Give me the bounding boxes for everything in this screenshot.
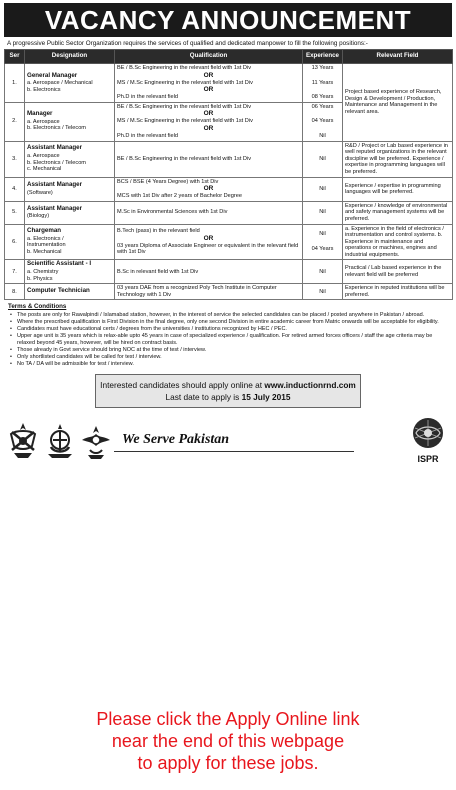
designation-title: Computer Technician: [27, 287, 90, 295]
or-separator: OR: [203, 185, 214, 193]
table-row: [5, 260, 453, 284]
qualification-line: Ph.D in the relevant field: [117, 132, 178, 139]
column-header: Experience: [303, 50, 343, 64]
ser-cell: [5, 177, 25, 201]
designation-discipline: b. Electronics / Telecom: [27, 125, 86, 132]
qualification-line: 03 years DAE from a recognized Poly Tech Institute in Computer Technology with 1 Div: [117, 285, 277, 298]
ser-cell: [5, 102, 25, 141]
ser-cell: [5, 141, 25, 177]
ser-cell: [5, 224, 25, 260]
experience-cell: [303, 64, 343, 103]
relevant-field-text: Experience / knowledge of environmental and safety management systems will be preferred.: [345, 202, 448, 222]
navy-emblem-icon: [44, 420, 76, 460]
experience-value: Nil: [319, 231, 326, 238]
designation-cell: [25, 284, 115, 300]
relevant-field-cell: [343, 224, 453, 260]
deadline-prefix: Last date to apply is: [165, 392, 240, 403]
designation-title: Assistant Manager: [27, 204, 83, 212]
qualification-line: MCS with 1st Div after 2 years of Bachelor Degree: [117, 193, 242, 200]
apply-deadline-line: [165, 391, 290, 403]
designation-discipline: Instrumentation: [27, 242, 66, 249]
designation-title: Assistant Manager: [27, 144, 83, 152]
column-header: Relevant Field: [343, 50, 453, 64]
qualification-line: B.Sc in relevant field with 1st Div: [117, 268, 199, 275]
serial-number: 6.: [12, 238, 17, 245]
qualification-line: BE / B.Sc Engineering in the relevant field with 1st Div: [117, 103, 252, 110]
qualification-line: MS / M.Sc Engineering in the relevant field with 1st Div: [117, 79, 253, 86]
experience-value: 06 Years: [311, 103, 334, 110]
or-separator: OR: [203, 86, 214, 94]
experience-cell: [303, 201, 343, 224]
serial-number: 1.: [12, 79, 17, 86]
table-row: [5, 224, 453, 260]
qualification-cell: [115, 141, 303, 177]
designation-discipline: b. Mechanical: [27, 249, 62, 256]
designation-discipline: a. Aerospace / Mechanical: [27, 80, 93, 87]
qualification-cell: [115, 224, 303, 260]
experience-value: 04 Years: [311, 118, 334, 125]
qualification-cell: [115, 64, 303, 103]
footer: [4, 414, 452, 482]
terms-item: • Upper age unit is 35 years which is relax-able upto 45 years in case of specialized experience / qualification. For retired armed forces officers / staff the age criteria may be relaxed beyond 45 years, however, will be hired on contract basis.: [8, 333, 448, 347]
notice-line: Please click the Apply Online link: [96, 709, 360, 729]
qualification-line: BCS / BSE (4 Years Degree) with 1st Div: [117, 178, 219, 185]
qualification-line: BE / B.Sc Engineering in the relevant field with 1st Div: [117, 65, 252, 71]
ispr-logo: [408, 416, 448, 464]
experience-value: Nil: [319, 132, 326, 139]
table-row: [5, 64, 453, 103]
qualification-line: 03 years Diploma of Associate Engineer or equivalent in the relevant field with 1st Div: [117, 242, 299, 256]
serial-number: 3.: [12, 155, 17, 162]
or-separator: OR: [203, 71, 214, 79]
designation-cell: [25, 260, 115, 284]
terms-list: [8, 312, 448, 368]
experience-cell: [303, 284, 343, 300]
column-header: Ser: [5, 50, 25, 64]
ispr-label: ISPR: [417, 454, 439, 465]
table-row: [5, 201, 453, 224]
column-header: Designation: [25, 50, 115, 64]
apply-online-notice: [0, 708, 456, 774]
experience-value: 11 Years: [311, 79, 334, 86]
apply-box: [95, 374, 361, 408]
qualification-line: BE / B.Sc Engineering in the relevant field with 1st Div: [117, 155, 252, 162]
experience-cell: [303, 141, 343, 177]
ser-cell: [5, 64, 25, 103]
relevant-field-cell: [343, 201, 453, 224]
ser-cell: [5, 284, 25, 300]
designation-title: Chargeman: [27, 227, 62, 235]
ispr-logo-icon: [408, 416, 448, 450]
or-separator: OR: [203, 124, 214, 132]
qualification-cell: [115, 177, 303, 201]
designation-discipline: b. Physics: [27, 275, 53, 282]
experience-value: Nil: [319, 268, 326, 275]
relevant-field-cell: [343, 64, 453, 142]
serial-number: 2.: [12, 118, 17, 125]
experience-value: Nil: [319, 288, 326, 295]
designation-discipline: c. Mechanical: [27, 166, 62, 173]
designation-cell: [25, 224, 115, 260]
relevant-field-text: Experience / expertise in programming languages will be preferred.: [345, 182, 441, 196]
designation-title: Assistant Manager: [27, 181, 83, 189]
website-link[interactable]: www.inductionrnd.com: [264, 380, 356, 391]
army-emblem-icon: [6, 420, 40, 460]
qualification-line: MS / M.Sc Engineering in the relevant field with 1st Div: [117, 118, 253, 125]
experience-cell: [303, 224, 343, 260]
serial-number: 8.: [12, 288, 17, 295]
serial-number: 4.: [12, 185, 17, 192]
experience-value: Nil: [319, 185, 326, 192]
relevant-field-text: Practical / Lab based experience in the relevant field will be preferred: [345, 265, 442, 278]
designation-cell: [25, 102, 115, 141]
terms-item: • Only shortlisted candidates will be called for test / interview.: [8, 354, 448, 361]
designation-discipline: b. Electronics / Telecom: [27, 159, 86, 166]
or-separator: OR: [203, 234, 214, 242]
designation-cell: [25, 201, 115, 224]
column-header: Qualification: [115, 50, 303, 64]
relevant-field-text: a. Experience in the field of electronics / instrumentation and control systems. b. Experience in maintenance and operations or machines, engines and industrial equipments.: [345, 225, 444, 258]
experience-cell: [303, 260, 343, 284]
terms-item: • The posts are only for Rawalpindi / Islamabad station, however, in the interest of service the selected candidates can be placed / posted anywhere in Pakistan / abroad.: [8, 312, 448, 319]
deadline-date: 15 July 2015: [241, 392, 291, 403]
relevant-field-cell: [343, 177, 453, 201]
vacancy-table: [4, 49, 453, 300]
relevant-field-cell: [343, 141, 453, 177]
ser-cell: [5, 260, 25, 284]
qualification-cell: [115, 102, 303, 141]
relevant-field-text: Project based experience of Research, Design & Development / Production, Maintenance and Management in the relevant area.: [345, 89, 442, 115]
qualification-line: B.Tech (pass) in the relevant field: [117, 228, 200, 235]
experience-value: Nil: [319, 155, 326, 162]
relevant-field-text: Experience in reputed institutions will be preferred.: [345, 285, 445, 298]
serial-number: 5.: [12, 209, 17, 216]
relevant-field-text: R&D / Project or Lab based experience in well reputed organizations in the relevant discipline will be preferred. Experience / expertise in programming languages will be preferred.: [345, 142, 448, 175]
slogan: We Serve Pakistan: [114, 432, 354, 452]
designation-discipline: a. Aerospace: [27, 118, 60, 125]
qualification-cell: [115, 260, 303, 284]
designation-discipline: a. Chemistry: [27, 269, 59, 276]
vacancy-advertisement: [4, 3, 452, 482]
apply-website-line: [100, 379, 356, 391]
designation-discipline: a. Electronics /: [27, 235, 64, 242]
or-separator: OR: [203, 110, 214, 118]
table-row: [5, 284, 453, 300]
terms-heading: Terms & Conditions: [8, 303, 67, 311]
experience-value: 08 Years: [311, 94, 334, 101]
relevant-field-cell: [343, 284, 453, 300]
experience-value: 13 Years: [311, 65, 334, 71]
designation-cell: [25, 64, 115, 103]
experience-cell: [303, 177, 343, 201]
designation-discipline: b. Electronics: [27, 86, 61, 93]
designation-title: Manager: [27, 110, 53, 118]
qualification-cell: [115, 201, 303, 224]
terms-item: • Candidates must have educational certs / degrees from the universities / institutions recognized by HEC / PEC.: [8, 326, 448, 333]
serial-number: 7.: [12, 268, 17, 275]
table-row: [5, 177, 453, 201]
qualification-line: Ph.D in the relevant field: [117, 94, 178, 101]
intro-text: A progressive Public Sector Organization requires the services of qualified and dedicated manpower to fill the following positions:-: [7, 40, 368, 47]
designation-discipline: (Software): [27, 189, 53, 196]
notice-line: near the end of this webpage: [111, 731, 345, 751]
designation-discipline: a. Aerospace: [27, 152, 60, 159]
terms-item: • Where the prescribed qualification is First Division in the final degree, only one second Division in entire academic career from Matric onwards will be acceptable for eligibility.: [8, 319, 448, 326]
table-header-row: [5, 50, 453, 64]
designation-discipline: (Biology): [27, 213, 50, 220]
terms-item: • No TA / DA will be admissible for test / interview.: [8, 361, 448, 368]
notice-line: to apply for these jobs.: [137, 753, 319, 773]
experience-value: 04 Years: [311, 245, 334, 252]
air-force-emblem-icon: [80, 420, 112, 460]
ser-cell: [5, 201, 25, 224]
designation-title: General Manager: [27, 71, 78, 79]
experience-cell: [303, 102, 343, 141]
table-body: [5, 64, 453, 300]
apply-prefix: Interested candidates should apply online at: [100, 380, 263, 391]
qualification-line: M.Sc in Environmental Sciences with 1st Div: [117, 209, 228, 216]
qualification-cell: [115, 284, 303, 300]
page-title: VACANCY ANNOUNCEMENT: [4, 3, 452, 37]
experience-value: Nil: [319, 209, 326, 216]
designation-cell: [25, 141, 115, 177]
relevant-field-cell: [343, 260, 453, 284]
terms-item: • Those already in Govt service should bring NOC at the time of test / interview.: [8, 347, 448, 354]
table-row: [5, 141, 453, 177]
designation-title: Scientific Assistant - I: [27, 260, 92, 268]
designation-cell: [25, 177, 115, 201]
terms-and-conditions: [4, 300, 452, 368]
